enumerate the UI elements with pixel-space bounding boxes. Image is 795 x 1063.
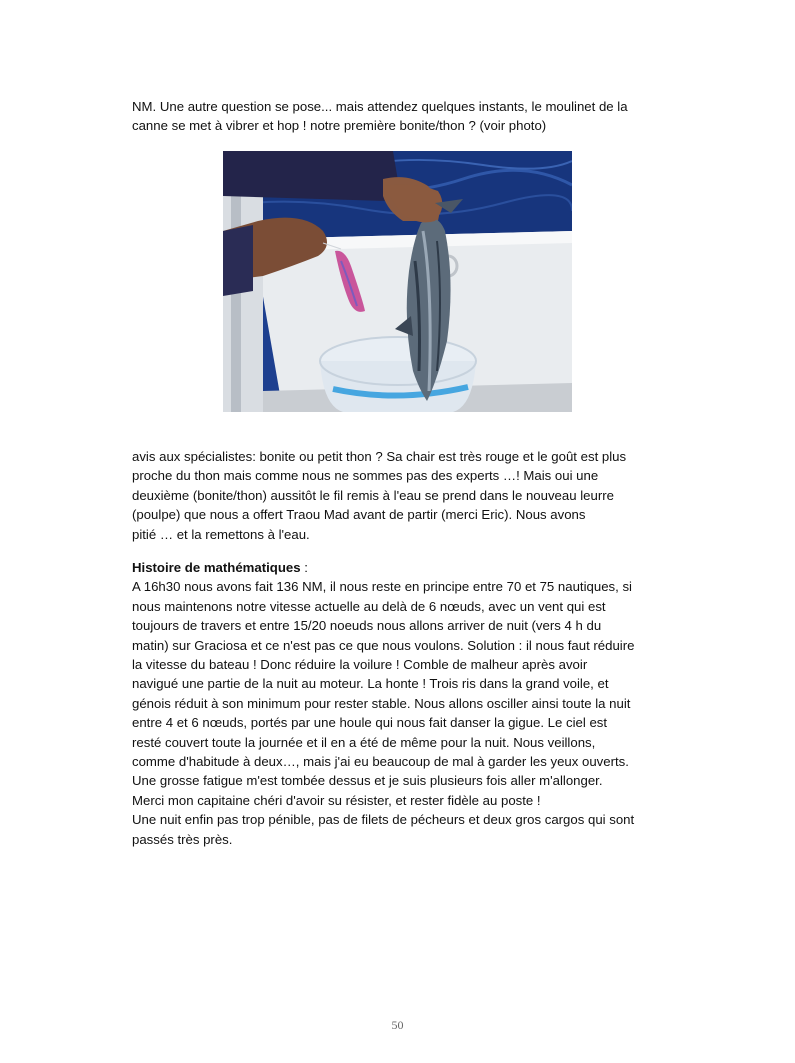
section-line: nous maintenons notre vitesse actuelle au delà de 6 nœuds, avec un vent qui est [132, 598, 606, 614]
section-line: matin) sur Graciosa et ce n'est pas ce que nous voulons. Solution : il nous faut réduire [132, 637, 635, 653]
intro-line: canne se met à vibrer et hop ! notre première bonite/thon ? (voir photo) [132, 118, 547, 134]
section-line: resté couvert toute la journée et il en a été de même pour la nuit. Nous veillons, [132, 734, 596, 750]
photo-caption-paragraph [132, 447, 664, 544]
section-line: génois réduit à son minimum pour rester stable. Nous allons osciller ainsi toute la nuit [132, 695, 631, 711]
section-line: Une grosse fatigue m'est tombée dessus et je suis plusieurs fois aller m'allonger. [132, 773, 603, 789]
section-line: toujours de travers et entre 15/20 noeuds nous allons arriver de nuit (vers 4 h du [132, 618, 602, 634]
section-line: la vitesse du bateau ! Donc réduire la voilure ! Comble de malheur après avoir [132, 657, 588, 673]
intro-paragraph [132, 97, 664, 136]
section-line: passés très près. [132, 831, 233, 847]
section-line: navigué une partie de la nuit au moteur. La honte ! Trois ris dans la grand voile, et [132, 676, 609, 692]
section-title-suffix: : [300, 560, 308, 575]
fish-photo [223, 151, 572, 412]
caption-line: deuxième (bonite/thon) aussitôt le fil remis à l'eau se prend dans le nouveau leurre [132, 487, 614, 503]
intro-line: NM. Une autre question se pose... mais attendez quelques instants, le moulinet de la [132, 99, 628, 114]
math-story-section [132, 558, 664, 849]
page-number: 50 [391, 1018, 404, 1032]
caption-line: avis aux spécialistes: bonite ou petit thon ? Sa chair est très rouge et le goût est plus [132, 449, 627, 464]
caption-line: proche du thon mais comme nous ne sommes pas des experts …! Mais oui une [132, 468, 599, 484]
section-heading [132, 558, 664, 577]
section-line: Merci mon capitaine chéri d'avoir su résister, et rester fidèle au poste ! [132, 792, 541, 808]
caption-line: pitié … et la remettons à l'eau. [132, 526, 310, 542]
section-line: comme d'habitude à deux…, mais j'ai eu beaucoup de mal à garder les yeux ouverts. [132, 754, 629, 770]
caption-line: (poulpe) que nous a offert Traou Mad avant de partir (merci Eric). Nous avons [132, 507, 586, 523]
section-line: entre 4 et 6 nœuds, portés par une houle qui nous fait danser la gigue. Le ciel est [132, 715, 608, 731]
section-line: A 16h30 nous avons fait 136 NM, il nous reste en principe entre 70 et 75 nautiques, si [132, 579, 632, 595]
section-line: Une nuit enfin pas trop pénible, pas de filets de pécheurs et deux gros cargos qui sont [132, 812, 635, 828]
section-title: Histoire de mathématiques [132, 560, 301, 575]
